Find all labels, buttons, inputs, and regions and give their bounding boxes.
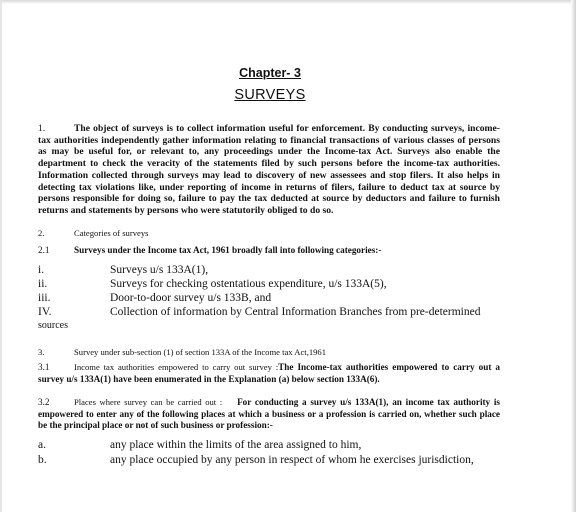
page-shadow-top (0, 0, 576, 4)
list-item: a. any place within the limits of the area assigned to him, (38, 439, 362, 451)
list-item: i. Surveys u/s 133A(1), (38, 264, 209, 276)
list-item: ii. Surveys for checking ostentatious expenditure, u/s 133A(5), (38, 278, 387, 290)
paragraph-1 (38, 123, 500, 217)
list-item: IV. Collection of information by Central Information Branches from pre-determined (38, 306, 481, 318)
section-2-heading: 2. Categories of surveys (38, 228, 149, 238)
section-2-1: 2.1 Surveys under the Income tax Act, 1961 broadly fall into following categories:- (38, 245, 382, 255)
list-item-continuation: sources (38, 320, 68, 331)
section-3-heading: 3. Survey under sub-section (1) of section 133A of the Income tax Act,1961 (38, 347, 327, 357)
section-3-1: 3.1 Income tax authorities empowered to carry out survey :The Income-tax authorities empowered to carry out a survey u/s 133A(1) have been enumerated in the Explanation (a) below section 133A(6). (38, 362, 500, 384)
section-3-2: 3.2 Places where survey can be carried out : For conducting a survey u/s 133A(1), an income tax authority is empowered to enter any of the following places at which a business or a profession is carried on, whether such place be the principal place or not of such business or profession:- (38, 397, 500, 431)
paragraph-number: 1. (38, 123, 46, 134)
paragraph-text: The object of surveys is to collect information useful for enforcement. By conducting surveys, income-tax authorities independently gather information relating to financial transactions of various classes of persons as may be useful for, or relevant to, any proceedings under the Income-tax Act. Surveys also enable the department to check the veracity of the statements filed by such persons before the income-tax authorities. Information collected through surveys may lead to discovery of new assessees and stop filers. It also helps in detecting tax violations like, under reporting of income in returns of filers, failure to deduct tax at source by persons responsible for doing so, failure to pay the tax deducted at source by deductors and failure to furnish returns and statements by persons who were statutorily obliged to do so. (38, 123, 500, 216)
page-shadow-right (571, 0, 576, 512)
chapter-heading: Chapter- 3 (239, 66, 301, 80)
list-item: iii. Door-to-door survey u/s 133B, and (38, 292, 272, 304)
list-item: b. any place occupied by any person in respect of whom he exercises jurisdiction, (38, 454, 474, 466)
chapter-title: SURVEYS (234, 87, 306, 103)
